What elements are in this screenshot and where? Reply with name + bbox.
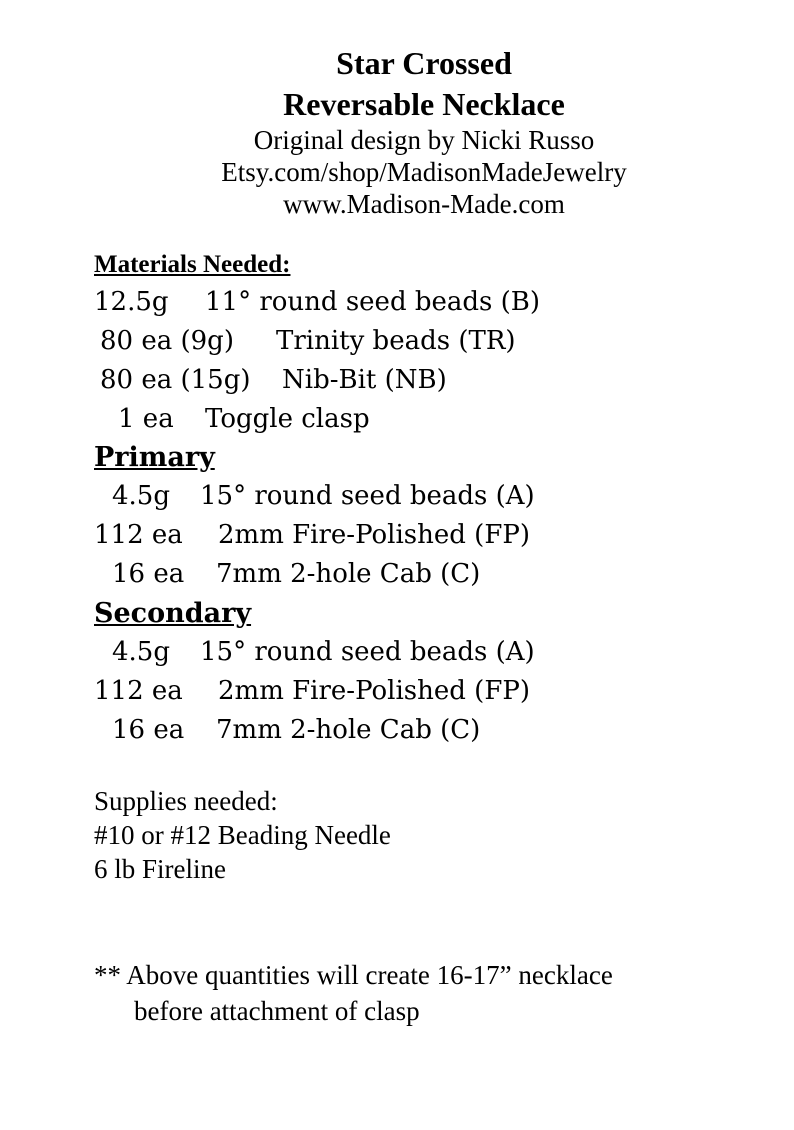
item-quantity: 4.5g (112, 637, 170, 667)
supplies-heading: Supplies needed: (94, 786, 278, 816)
primary-item (0, 556, 794, 596)
designer-credit: Original design by Nicki Russo (253, 125, 595, 155)
item-quantity: 16 ea (112, 559, 185, 589)
primary-item (0, 517, 794, 557)
materials-item (0, 362, 794, 402)
item-description: 15° round seed beads (A) (200, 481, 535, 511)
materials-item (0, 401, 794, 441)
quantity-note-continued: before attachment of clasp (134, 996, 420, 1026)
title-line-1: Star Crossed (336, 45, 512, 81)
secondary-heading: Secondary (94, 598, 252, 629)
item-description: Trinity beads (TR) (276, 326, 516, 356)
item-description: 15° round seed beads (A) (200, 637, 535, 667)
materials-item (0, 284, 794, 324)
supplies-item: 6 lb Fireline (94, 854, 226, 884)
title-line-2: Reversable Necklace (283, 86, 565, 122)
primary-item (0, 478, 794, 518)
item-quantity: 1 ea (118, 404, 174, 434)
item-description: Toggle clasp (205, 404, 370, 434)
supplies-item: #10 or #12 Beading Needle (94, 820, 391, 850)
item-quantity: 12.5g (94, 287, 169, 317)
item-quantity: 80 ea (9g) (100, 326, 234, 356)
item-quantity: 16 ea (112, 715, 185, 745)
website-url: www.Madison-Made.com (283, 189, 565, 219)
item-description: 2mm Fire-Polished (FP) (218, 676, 530, 706)
item-description: 7mm 2-hole Cab (C) (216, 559, 481, 589)
quantity-note: ** Above quantities will create 16-17” necklace (94, 960, 613, 990)
secondary-item (0, 634, 794, 674)
primary-heading: Primary (94, 442, 215, 473)
materials-item (0, 323, 794, 363)
etsy-shop-url: Etsy.com/shop/MadisonMadeJewelry (221, 157, 627, 187)
item-description: 2mm Fire-Polished (FP) (218, 520, 530, 550)
secondary-item (0, 673, 794, 713)
item-quantity: 112 ea (94, 520, 183, 550)
item-description: 11° round seed beads (B) (205, 287, 541, 317)
item-description: 7mm 2-hole Cab (C) (216, 715, 481, 745)
item-quantity: 112 ea (94, 676, 183, 706)
item-quantity: 80 ea (15g) (100, 365, 251, 395)
item-quantity: 4.5g (112, 481, 170, 511)
item-description: Nib-Bit (NB) (282, 365, 447, 395)
secondary-item (0, 712, 794, 752)
materials-heading: Materials Needed: (94, 251, 291, 278)
